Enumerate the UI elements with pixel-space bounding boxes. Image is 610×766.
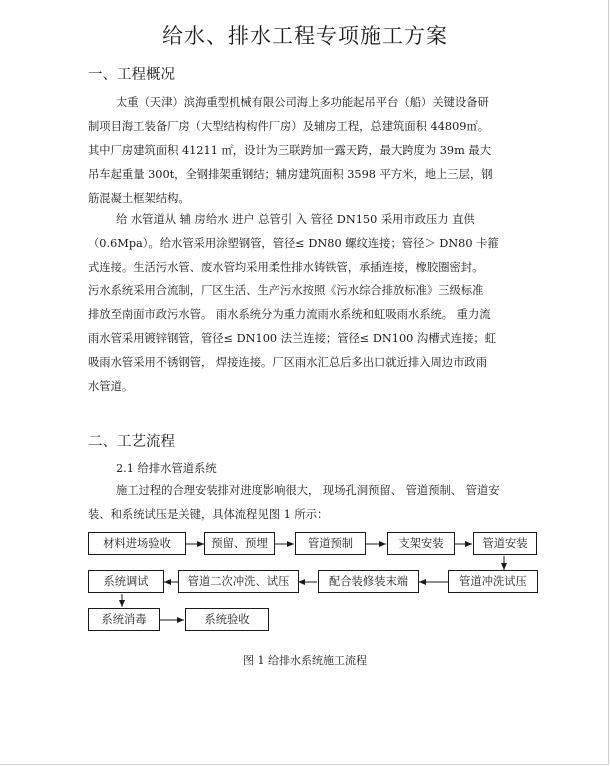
paragraph-line: 污水系统采用合流制，厂区生活、生产污水按照《污水综合排放标准》三级标准	[88, 284, 484, 297]
paragraph-line: 给 水管道从 辅 房给水 进户 总管引 入 管径 DN150 采用市政压力 直供	[116, 213, 475, 226]
paragraph-line: 太重（天津）滨海重型机械有限公司海上多功能起吊平台（船）关键设备研	[116, 96, 489, 109]
flow-step-system-debug: 系统调试	[88, 570, 164, 593]
flow-step-flush-pressure-test: 管道冲洗试压	[448, 570, 538, 593]
paragraph-line: 吊车起重量 300t，全钢排架重钢结；辅房建筑面积 3598 平方米，地上三层，钢	[88, 168, 493, 181]
section-heading-process: 二、工艺流程	[88, 434, 175, 450]
flow-step-material-inspection: 材料进场验收	[88, 532, 186, 555]
flow-step-second-flush: 管道二次冲洗、试压	[178, 570, 299, 593]
paragraph-line: 式连接。生活污水管、废水管均采用柔性排水铸铁管，承插连接，橡胶圈密封。	[88, 261, 484, 274]
paragraph-line: 排放至南面市政污水管。 雨水系统分为重力流雨水系统和虹吸雨水系统。 重力流	[88, 308, 491, 321]
paragraph-line: 水管道。	[88, 380, 134, 393]
flow-step-pipe-prefab: 管道预制	[295, 532, 366, 555]
paragraph-line: 制项目海工装备厂房（大型结构构件厂房）及辅房工程，总建筑面积 44809㎡。	[88, 120, 490, 133]
flow-step-disinfection: 系统消毒	[88, 608, 160, 631]
section-heading-overview: 一、工程概况	[88, 67, 175, 83]
flow-step-terminal-fitting: 配合装修装末端	[318, 570, 419, 593]
flow-step-acceptance: 系统验收	[185, 608, 269, 631]
paragraph-line: 筋混凝土框架结构。	[88, 192, 190, 205]
paragraph-line: （0.6Mpa）。给水管采用涂塑钢管，管径≤ DN80 螺纹连接；管径＞ DN80 卡箍	[88, 237, 499, 250]
flow-step-bracket-install: 支架安装	[387, 532, 455, 555]
figure-caption: 图 1 给排水系统施工流程	[243, 654, 367, 667]
subsection-heading: 2.1 给排水管道系统	[116, 462, 217, 475]
paragraph-line: 其中厂房建筑面积 41211 ㎡，设计为三联跨加一露天跨，最大跨度为 39m 最大	[88, 144, 492, 157]
paragraph-line: 雨水管采用镀锌钢管，管径≤ DN100 法兰连接；管径≤ DN100 沟槽式连接；虹	[88, 332, 497, 345]
flow-step-embedding: 预留、预埋	[204, 532, 275, 555]
paragraph-line: 施工过程的合理安装排对进度影响很大， 现场孔洞预留、 管道预制、 管道安	[116, 484, 500, 497]
paragraph-line: 吸雨水管采用不锈钢管， 焊接连接。厂区雨水汇总后多出口就近排入周边市政雨	[88, 356, 487, 369]
paragraph-line: 装、和系统试压是关键，具体流程见图 1 所示：	[88, 508, 329, 521]
document-title: 给水、排水工程专项施工方案	[162, 24, 448, 48]
flow-step-pipe-install: 管道安装	[473, 532, 537, 555]
